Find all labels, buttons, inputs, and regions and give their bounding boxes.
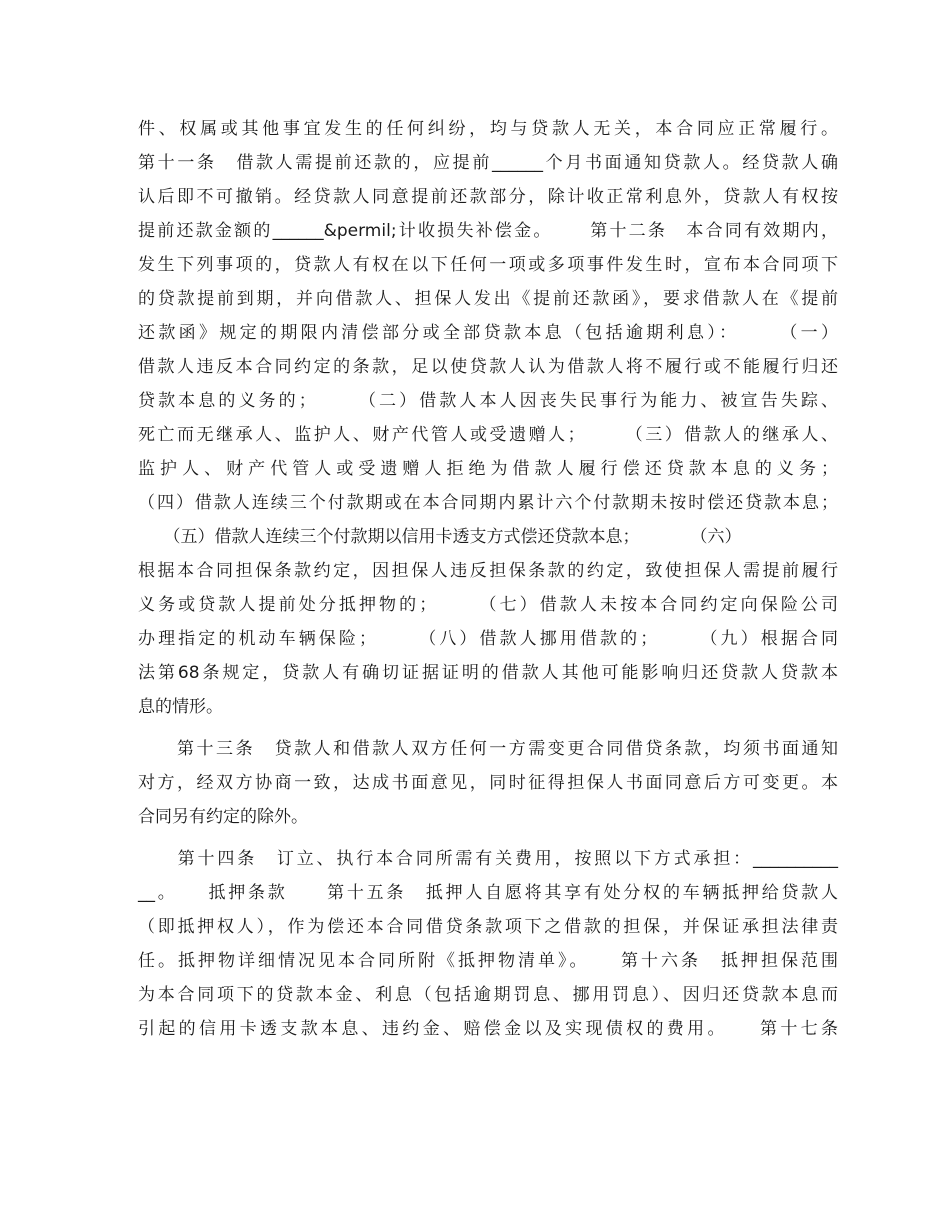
- text-line: （五）借款人连续三个付款期以信用卡透支方式偿还贷款本息； （六）: [138, 527, 742, 547]
- text-line: 息的情形。: [138, 697, 223, 717]
- text-line: 第十三条 贷款人和借款人双方任何一方需变更合同借贷条款，均须书面通知: [138, 739, 838, 759]
- text-line: 对方，经双方协商一致，达成书面意见，同时征得担保人书面同意后方可变更。本: [138, 773, 838, 793]
- text-line: 第十一条 借款人需提前还款的，应提前______个月书面通知贷款人。经贷款人确: [138, 153, 838, 173]
- text-line: 法第68条规定，贷款人有确切证据证明的借款人其他可能影响归还贷款人贷款本: [138, 663, 838, 683]
- text-line: 还款函》规定的期限内清偿部分或全部贷款本息（包括逾期利息）： （一）: [138, 323, 838, 343]
- text-line: 合同另有约定的除外。: [138, 807, 308, 827]
- text-line: 根据本合同担保条款约定，因担保人违反担保条款的约定，致使担保人需提前履行: [138, 561, 838, 581]
- paragraph-gap: [138, 724, 838, 732]
- text-line: 任。抵押物详细情况见本合同所附《抵押物清单》。 第十六条 抵押担保范围: [138, 951, 838, 971]
- text-line: 监护人、财产代管人或受遗赠人拒绝为借款人履行偿还贷款本息的义务；: [138, 459, 838, 479]
- text-line: 提前还款金额的______&permil;计收损失补偿金。 第十二条 本合同有效期内，: [138, 221, 838, 241]
- text-line: __。 抵押条款 第十五条 抵押人自愿将其享有处分权的车辆抵押给贷款人: [138, 883, 838, 903]
- text-line: 义务或贷款人提前处分抵押物的； （七）借款人未按本合同约定向保险公司: [138, 595, 838, 615]
- contract-body: [138, 112, 838, 1046]
- paragraph-gap: [138, 834, 838, 842]
- text-line: 借款人违反本合同约定的条款，足以使贷款人认为借款人将不履行或不能履行归还: [138, 357, 838, 377]
- text-line: （即抵押权人），作为偿还本合同借贷条款项下之借款的担保，并保证承担法律责: [138, 917, 838, 937]
- text-line: 的贷款提前到期，并向借款人、担保人发出《提前还款函》，要求借款人在《提前: [138, 289, 838, 309]
- text-line: 为本合同项下的贷款本金、利息（包括逾期罚息、挪用罚息）、因归还贷款本息而: [138, 985, 838, 1005]
- text-line: 第十四条 订立、执行本合同所需有关费用，按照以下方式承担：__________: [138, 849, 838, 869]
- text-line: 死亡而无继承人、监护人、财产代管人或受遗赠人； （三）借款人的继承人、: [138, 425, 838, 445]
- text-line: 贷款本息的义务的； （二）借款人本人因丧失民事行为能力、被宣告失踪、: [138, 391, 838, 411]
- text-line: 认后即不可撤销。经贷款人同意提前还款部分，除计收正常利息外，贷款人有权按: [138, 187, 838, 207]
- text-line: 件、权属或其他事宜发生的任何纠纷，均与贷款人无关，本合同应正常履行。: [138, 119, 838, 139]
- text-line: 发生下列事项的，贷款人有权在以下任何一项或多项事件发生时，宣布本合同项下: [138, 255, 838, 275]
- text-line: 引起的信用卡透支款本息、违约金、赔偿金以及实现债权的费用。 第十七条: [138, 1019, 838, 1039]
- text-line: （四）借款人连续三个付款期或在本合同期内累计六个付款期未按时偿还贷款本息；: [138, 493, 838, 513]
- text-line: 办理指定的机动车辆保险； （八）借款人挪用借款的； （九）根据合同: [138, 629, 838, 649]
